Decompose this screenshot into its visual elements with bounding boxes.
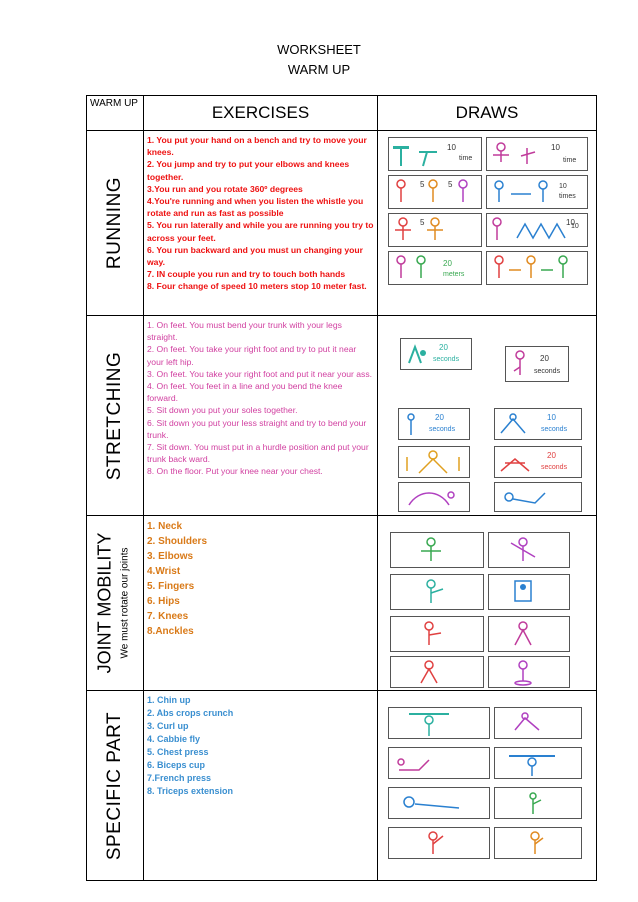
list-item: 3. Curl up — [147, 721, 189, 731]
worksheet-title — [0, 40, 638, 80]
stick-figure-drawing — [487, 214, 587, 246]
stick-figure-drawing — [391, 617, 483, 651]
drawing-card — [388, 787, 490, 819]
drawing-card — [486, 251, 588, 285]
row-stretching — [87, 316, 597, 516]
row-running — [87, 131, 597, 316]
list-item: 7.French press — [147, 773, 212, 783]
stick-figure-drawing — [495, 483, 581, 511]
drawing-card — [388, 707, 490, 739]
list-item: 2. Abs crops crunch — [147, 708, 234, 718]
running-draws — [378, 131, 597, 316]
stick-figure-drawing — [495, 788, 581, 818]
list-item: 6. You run backward and you must un changing your way. — [147, 244, 363, 268]
drawing-card — [388, 137, 482, 171]
drawing-label: times — [559, 193, 576, 200]
drawing-label: 20 — [540, 354, 549, 363]
stick-figure-drawing — [495, 748, 581, 778]
stick-figure-drawing — [495, 708, 581, 738]
list-item: 5. You run laterally and while you are running you try to across your feet. — [147, 220, 374, 243]
stick-figure-drawing — [401, 339, 471, 369]
drawing-label: 20 — [547, 451, 556, 460]
list-item: 1. Chin up — [147, 695, 191, 705]
specific-part-label: SPECIFIC PART — [104, 711, 125, 860]
joint-mobility-sublabel: We must rotate our joints — [119, 547, 131, 659]
list-item: 2. You jump and try to put your elbows and knees together. — [147, 159, 350, 182]
title-line-1: WORKSHEET — [277, 42, 361, 57]
stick-figure-drawing — [389, 708, 489, 738]
list-item: 7. Sit down. You must put in a hurdle position and put your trunk back ward. — [147, 442, 369, 465]
joint-mobility-exercises — [144, 516, 378, 691]
list-item: 6. Biceps cup — [147, 760, 206, 770]
list-item: 3.You run and you rotate 360º degrees — [147, 183, 303, 194]
worksheet-table — [86, 95, 597, 881]
drawing-card — [488, 574, 570, 610]
stick-figure-drawing — [399, 409, 469, 439]
stick-figure-drawing — [389, 828, 489, 858]
drawing-label: 5 — [420, 218, 425, 227]
drawing-card — [505, 346, 569, 382]
running-exercises — [144, 131, 378, 316]
drawing-card — [494, 707, 582, 739]
stick-figure-drawing — [389, 788, 489, 818]
list-item: 4.Wrist — [147, 566, 181, 577]
drawing-card — [486, 175, 588, 209]
stick-figure-drawing — [391, 575, 483, 609]
drawing-card — [494, 408, 582, 440]
list-item: 5. Fingers — [147, 581, 195, 592]
drawing-card — [488, 656, 570, 688]
drawing-card — [388, 747, 490, 779]
stick-figure-drawing — [489, 617, 569, 651]
drawing-card — [486, 213, 588, 247]
drawing-label: 5 — [420, 180, 425, 189]
drawing-label: seconds — [534, 368, 561, 375]
stick-figure-drawing — [495, 409, 581, 439]
header-draws: DRAWS — [378, 96, 597, 131]
drawing-card — [388, 827, 490, 859]
drawing-card — [486, 137, 588, 171]
list-item: 4. Cabbie fly — [147, 734, 201, 744]
stick-figure-drawing — [399, 447, 469, 477]
title-line-2: WARM UP — [287, 62, 351, 77]
drawing-label: 10 — [559, 183, 567, 190]
list-item: 3. Elbows — [147, 551, 194, 562]
drawing-label: time — [459, 155, 473, 162]
joint-mobility-label-cell — [87, 516, 144, 691]
list-item: 8. On the floor. Put your knee near your chest. — [147, 466, 323, 477]
list-item: 7. Knees — [147, 611, 189, 622]
joint-mobility-label: JOINT MOBILITY — [94, 532, 115, 674]
drawing-card — [390, 616, 484, 652]
list-item: 6. Sit down you put your less straight and try to bend your trunk. — [147, 417, 367, 440]
stick-figure-drawing — [389, 138, 481, 170]
list-item: 4.You're running and when you listen the whistle you rotate and run as fast as possible — [147, 196, 364, 219]
list-item: 8. Triceps extension — [147, 786, 234, 796]
running-label: RUNNING — [104, 176, 125, 270]
drawing-label: 10 — [566, 218, 575, 227]
header-warmup: WARM UP — [87, 96, 144, 131]
stick-figure-drawing — [495, 447, 581, 477]
list-item: 5. Chest press — [147, 747, 209, 757]
header-row — [87, 96, 597, 131]
list-item: 7. IN couple you run and try to touch both hands — [147, 269, 346, 280]
drawing-label: 10 — [551, 143, 560, 152]
drawing-card — [398, 482, 470, 512]
stick-figure-drawing — [487, 252, 587, 284]
list-item: 2. On feet. You take your right foot and try to put it near your left hip. — [147, 344, 357, 367]
specific-part-draws — [378, 691, 597, 881]
list-item: 5. Sit down you put your soles together. — [147, 405, 298, 416]
stick-figure-drawing — [389, 176, 481, 208]
drawing-card — [400, 338, 472, 370]
drawing-label: seconds — [541, 464, 568, 471]
stretching-draws — [378, 316, 597, 516]
list-item: 8. Four change of speed 10 meters stop 10 meter fast. — [147, 281, 367, 292]
specific-part-exercises — [144, 691, 378, 881]
running-label-cell — [87, 131, 144, 316]
stick-figure-drawing — [389, 748, 489, 778]
drawing-card — [494, 482, 582, 512]
drawing-label: seconds — [433, 356, 460, 363]
joint-mobility-draws — [378, 516, 597, 691]
drawing-label: 5 — [448, 180, 453, 189]
drawing-card — [390, 574, 484, 610]
stick-figure-drawing — [489, 657, 569, 687]
drawing-card — [494, 446, 582, 478]
drawing-card — [390, 532, 484, 568]
stick-figure-drawing — [389, 214, 481, 246]
stick-figure-drawing — [489, 575, 569, 609]
drawing-card — [494, 787, 582, 819]
stick-figure-drawing — [389, 252, 481, 284]
drawing-card — [388, 251, 482, 285]
list-item: 3. On feet. You take your right foot and put it near your ass. — [147, 368, 373, 379]
drawing-card — [388, 175, 482, 209]
drawing-label: meters — [443, 271, 465, 278]
drawing-card — [398, 408, 470, 440]
stick-figure-drawing — [487, 138, 587, 170]
stick-figure-drawing — [506, 347, 568, 381]
drawing-card — [388, 213, 482, 247]
drawing-label: 10 — [447, 143, 456, 152]
drawing-card — [494, 827, 582, 859]
drawing-label: 20 — [439, 343, 448, 352]
drawing-label: 20 — [435, 413, 444, 422]
stretching-label: STRETCHING — [104, 351, 125, 480]
stick-figure-drawing — [391, 657, 483, 687]
stretching-label-cell — [87, 316, 144, 516]
list-item: 6. Hips — [147, 596, 180, 607]
drawing-label: 20 — [443, 259, 452, 268]
drawing-label: seconds — [429, 426, 456, 433]
stick-figure-drawing — [391, 533, 483, 567]
drawing-label: time — [563, 157, 577, 164]
drawing-label: 10 — [571, 223, 579, 230]
list-item: 1. You put your hand on a bench and try to move your knees. — [147, 135, 367, 158]
stick-figure-drawing — [399, 483, 469, 511]
list-item: 4. On feet. You feet in a line and you bend the knee forward. — [147, 381, 343, 404]
drawing-card — [494, 747, 582, 779]
list-item: 8.Anckles — [147, 626, 194, 637]
drawing-label: 10 — [547, 413, 556, 422]
drawing-card — [488, 616, 570, 652]
list-item: 1. Neck — [147, 521, 183, 532]
stick-figure-drawing — [487, 176, 587, 208]
drawing-card — [488, 532, 570, 568]
row-specific-part — [87, 691, 597, 881]
list-item: 2. Shoulders — [147, 536, 208, 547]
specific-part-label-cell — [87, 691, 144, 881]
drawing-label: seconds — [541, 426, 568, 433]
stretching-exercises — [144, 316, 378, 516]
drawing-card — [398, 446, 470, 478]
row-joint-mobility — [87, 516, 597, 691]
list-item: 1. On feet. You must bend your trunk with your legs straight. — [147, 320, 342, 343]
drawing-card — [390, 656, 484, 688]
header-exercises: EXERCISES — [144, 96, 378, 131]
stick-figure-drawing — [495, 828, 581, 858]
stick-figure-drawing — [489, 533, 569, 567]
